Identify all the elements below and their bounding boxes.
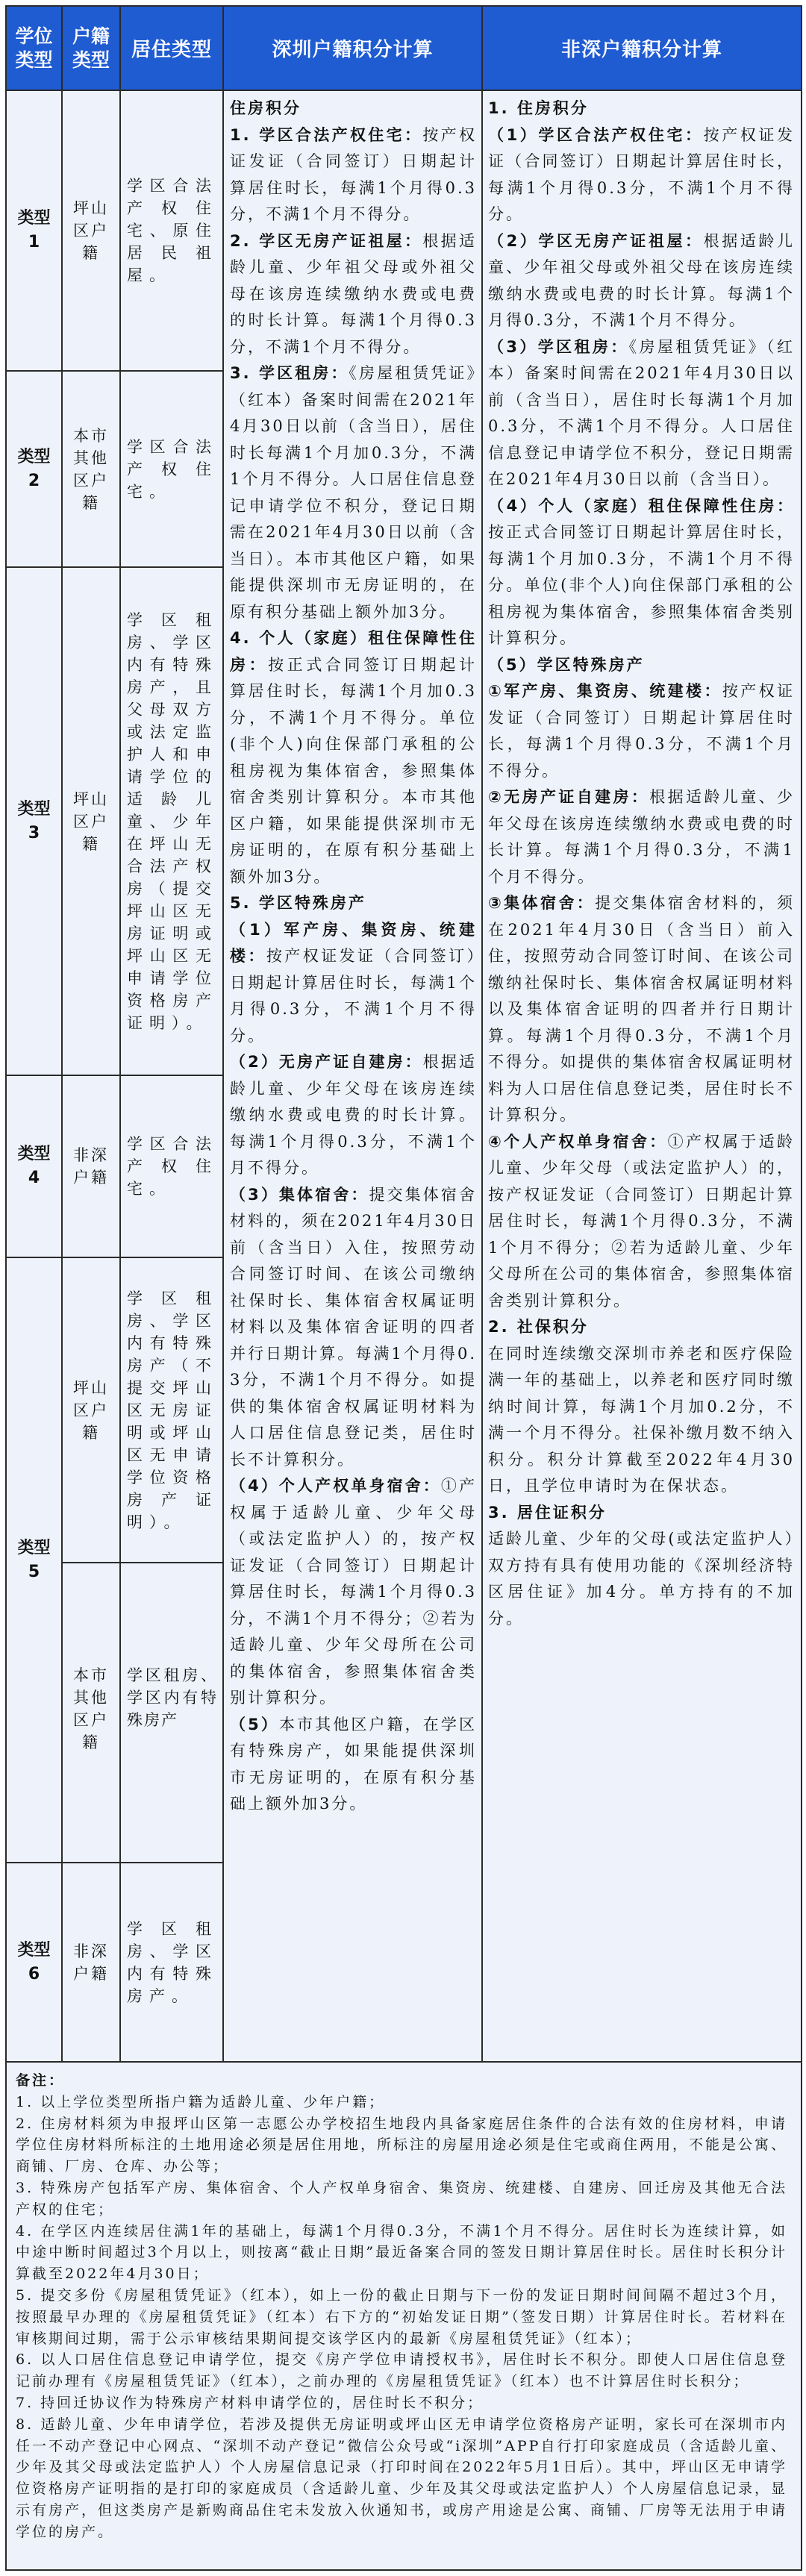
residence-cell	[121, 568, 224, 1076]
non-shenzhen-rule	[488, 228, 795, 334]
type-cell	[7, 91, 63, 372]
type-label: 类型	[17, 209, 51, 228]
shenzhen-rule	[230, 625, 477, 890]
non-shenzhen-rule	[488, 1314, 795, 1341]
type-number: 5	[28, 1562, 40, 1581]
note-item: 2. 住房材料须为申报坪山区第一志愿公办学校招生地段内具备家庭居住条件的合法有效的住房材料，申请学位住房材料所标注的土地用途必须是居住用地，所标注的房屋用途必须是住宅或商住两用，不能是公寓、商铺、厂房、仓库、办公等；	[16, 2115, 788, 2175]
header-text: 非深户籍积分计算	[560, 39, 722, 61]
points-table	[5, 5, 802, 2063]
hukou-cell	[63, 568, 121, 1076]
shenzhen-rule	[230, 917, 477, 1050]
rule-text: 《房屋租赁凭证》（红本）备案时间需在2021年4月30日以前（含当日），居住时长每满1个月加0.3分，不满1个月不得分。人口居住信息登记申请学位不积分，登记日期需在2021年4月30日以前（含当日）。	[488, 337, 795, 488]
header-residence-type	[121, 7, 224, 91]
shenzhen-rule	[230, 228, 477, 361]
non-shenzhen-rule	[488, 122, 795, 228]
rule-heading: ②无房产证自建房：	[488, 788, 650, 806]
notes-box	[5, 2061, 802, 2571]
header-text: 居住类型	[131, 39, 212, 61]
rule-heading: （1）学区合法产权住宅：	[488, 125, 704, 144]
shenzhen-points-cell	[224, 91, 483, 2061]
hukou-cell	[63, 91, 121, 372]
rule-text: 根据适龄儿童、少年父母在该房连续缴纳水费或电费的时长计算。每满1个月得0.3分，不满1个月不得分。	[230, 1053, 477, 1177]
note-item: 4. 在学区内连续居住满1年的基础上，每满1个月得0.3分，不满1个月不得分。居住时长为连续计算，如中途中断时间超过3个月以上，则按离“截止日期”最近备案合同的签发日期计算居住时长。居住时长积分计算截至2022年4月30日；	[16, 2222, 787, 2283]
rule-text: 按产权证发证（合同签订）日期起计算居住时长，每满1个月得0.3分，不满1个月不得分。	[488, 125, 795, 223]
rule-heading: 3. 学区租房：	[230, 364, 349, 382]
type-cell	[7, 372, 63, 568]
rule-text: 根据适龄儿童、少年祖父母或外祖父母在该房连续缴纳水费或电费的时长计算。每满1个月得0.3分，不满1个月不得分。	[488, 231, 795, 329]
shenzhen-rule	[230, 1473, 477, 1712]
rule-heading: （5）学区特殊房产	[488, 655, 645, 674]
rule-text: 按正式合同签订日期起计算居住时长，每满1个月加0.3分，不满1个月不得分。单位(非个人)向住保部门承租的公租房视为集体宿舍，参照集体宿舍类别计算积分。	[488, 523, 795, 647]
residence-text: 学区合法产权住宅。	[127, 1135, 218, 1198]
type-number: 3	[28, 823, 40, 842]
header-text: 深圳户籍积分计算	[272, 39, 434, 61]
type-label: 类型	[17, 1940, 51, 1960]
shenzhen-rule	[230, 1049, 477, 1182]
non-shenzhen-rule	[488, 493, 795, 652]
hukou-cell	[63, 1258, 121, 1563]
rule-text: 按产权证发证（合同签订）日期起计算居住时长，每满1个月得0.3分，不满1个月不得分。	[488, 682, 796, 780]
hukou-text: 非深户籍	[73, 1942, 109, 1983]
note-item: 3. 特殊房产包括军产房、集体宿舍、个人产权单身宿舍、集资房、统建楼、自建房、回迁房及其他无合法产权的住宅；	[16, 2179, 787, 2218]
residence-text: 学区租房、学区内有特殊房产，且父母双方或法定监护人和申请学位的适龄儿童、少年在坪山无合法产权房（提交坪山区无房证明或坪山区无申请学位资格房产证明）。	[127, 610, 218, 1032]
shenzhen-rule	[230, 1182, 477, 1474]
header-shenzhen-points	[224, 7, 483, 91]
type-number: 6	[28, 1964, 40, 1983]
residence-cell	[121, 1258, 224, 1563]
notes-list	[16, 2092, 787, 2543]
residence-cell	[121, 1076, 224, 1258]
non-shenzhen-rule	[488, 652, 795, 679]
rule-text: 适龄儿童、少年的父母(或法定监护人）双方持有具有使用功能的《深圳经济特区居住证》加4分。单方持有的不加分。	[488, 1530, 795, 1628]
rule-heading: （4）个人（家庭）租住保障性住房：	[488, 496, 795, 515]
rule-heading: ③集体宿舍：	[488, 894, 596, 912]
residence-cell	[121, 91, 224, 372]
non-shenzhen-rule	[488, 334, 795, 493]
type-cell	[7, 1863, 63, 2061]
hukou-text: 坪山区户籍	[73, 1378, 109, 1442]
type-label: 类型	[17, 447, 51, 466]
rule-text: 提交集体宿舍材料的，须在2021年4月30日（含当日）前入住，按照劳动合同签订时间、在该公司缴纳社保时长、集体宿舍权属证明材料以及集体宿舍证明的四者并行日期计算。每满1个月得0.3分，不满1个月不得分。如提供的集体宿舍权属证明材料为人口居住信息登记类，居住时长不计算积分。	[488, 894, 796, 1124]
rule-text: 按产权证发证（合同签订）日期起计算居住时长，每满1个月得0.3分，不满1个月不得分。	[230, 947, 478, 1045]
shenzhen-rule	[230, 360, 477, 625]
type-number: 4	[28, 1169, 40, 1187]
non-shenzhen-rule	[488, 96, 795, 122]
hukou-cell	[63, 1076, 121, 1258]
rule-heading: 2. 学区无房产证祖屋：	[230, 231, 423, 250]
rule-heading: （3）集体宿舍：	[230, 1185, 369, 1204]
type-number: 2	[28, 471, 40, 490]
note-item: 6. 以人口居住信息登记申请学位，提交《房产学位申请授权书》，居住时长不积分。即使人口居住信息登记前办理有《房屋租赁凭证》（红本），之前办理的《房屋租赁凭证》（红本）也不计算居住时长积分；	[16, 2351, 787, 2390]
rule-heading: 住房积分	[230, 99, 302, 117]
hukou-text: 本市其他区户籍	[73, 426, 109, 512]
shenzhen-rule	[230, 1712, 477, 1818]
rule-text: ①产权属于适龄儿童、少年父母（或法定监护人）的，按产权证发证（合同签订）日期起计算居住时长，每满1个月得0.3分，不满1个月不得分；②若为适龄儿童、少年父母所在公司的集体宿舍，参照集体宿舍类别计算积分。	[230, 1477, 477, 1707]
residence-text: 学区租房、学区内有特殊房产。	[127, 1919, 218, 2005]
rule-heading: 2. 社保积分	[488, 1318, 589, 1336]
header-text: 类型	[72, 49, 110, 71]
rule-heading: （5）	[230, 1715, 279, 1734]
type-label: 类型	[17, 1145, 51, 1163]
residence-text: 学区合法产权住宅、原住居民祖屋。	[127, 177, 218, 284]
residence-cell	[121, 1563, 224, 1863]
rule-text: 按产权证发证（合同签订）日期起计算居住时长，每满1个月得0.3分，不满1个月不得分。	[230, 125, 477, 223]
type-cell	[7, 1258, 63, 1863]
non-shenzhen-rule	[488, 890, 795, 1129]
rule-text: 在同时连续缴交深圳市养老和医疗保险满一年的基础上，以养老和医疗同时缴纳时间计算，每满1个月加0.2分，不满一个月不得分。社保补缴月数不纳入积分。积分计算截至2022年4月30日，且学位申请时为在保状态。	[488, 1344, 795, 1495]
residence-cell	[121, 372, 224, 568]
rule-heading: 5. 学区特殊房产	[230, 894, 366, 912]
residence-text: 学区租房、学区内有特殊房产（不提交坪山区无房证明或坪山区无申请学位资格房产证明）。	[127, 1289, 218, 1531]
rule-text: 提交集体宿舍材料的，须在2021年4月30日前（含当日）入住，按照劳动合同签订时间、在该公司缴纳社保时长、集体宿舍权属证明材料以及集体宿舍证明的四者并行日期计算。每满1个月得0.3分，不满1个月不得分。如提供的集体宿舍权属证明材料为人口居住信息登记类，居住时长不计算积分。	[230, 1185, 477, 1469]
hukou-cell	[63, 1563, 121, 1863]
rule-heading: ④个人产权单身宿舍：	[488, 1132, 668, 1151]
non-shenzhen-rule	[488, 784, 795, 890]
rule-text: 本市其他区户籍，在学区有特殊房产，如果能提供深圳市无房证明的，在原有积分基础上额外加3分。	[230, 1715, 477, 1813]
rule-heading: 4. 个人（家庭）租住保障性住房：	[230, 629, 477, 674]
note-item: 5. 提交多份《房屋租赁凭证》（红本），如上一份的截止日期与下一份的发证日期时间间隔不超过3个月，按照最早办理的《房屋租赁凭证》（红本）右下方的“初始发证日期”（签发日期）计算居住时长。若材料在审核期间过期，需于公示审核结果期间提交该学区内的最新《房屋租赁凭证》（红本）；	[16, 2286, 787, 2347]
hukou-text: 坪山区户籍	[73, 790, 109, 853]
residence-text: 学区租房、学区内有特殊房产	[127, 1666, 218, 1729]
residence-cell	[121, 1863, 224, 2061]
notes-title: 备注：	[16, 2072, 66, 2089]
header-text: 学位	[15, 25, 53, 47]
type-label: 类型	[17, 1538, 51, 1557]
non-shenzhen-rule	[488, 1341, 795, 1500]
header-hukou-type	[63, 7, 121, 91]
rule-text: 《房屋租赁凭证》（红本）备案时间需在2021年4月30日以前（含当日），居住时长每满1个月加0.3分，不满1个月不得分。人口居住信息登记申请学位不积分，登记日期需在2021年4月30日以前（含当日）。本市其他区户籍，如果能提供深圳市无房证明的，在原有积分基础上额外加3分。	[230, 364, 477, 621]
hukou-cell	[63, 372, 121, 568]
non-shenzhen-rule	[488, 678, 795, 784]
type-cell	[7, 568, 63, 1076]
rule-heading: ①军产房、集资房、统建楼：	[488, 682, 722, 700]
rule-text: 根据适龄儿童、少年父母在该房连续缴纳水费或电费的时长计算。每满1个月得0.3分，不满1个月不得分。	[488, 788, 796, 886]
hukou-text: 坪山区户籍	[73, 199, 109, 262]
rule-heading: （2）学区无房产证祖屋：	[488, 231, 704, 250]
non-shenzhen-rule	[488, 1500, 795, 1527]
rule-heading: （1）军产房、集资房、统建楼：	[230, 920, 477, 965]
note-item: 7. 持回迁协议作为特殊房产材料申请学位的，居住时长不积分；	[16, 2394, 484, 2411]
header-degree-type	[7, 7, 63, 91]
shenzhen-rule	[230, 96, 477, 122]
header-text: 类型	[15, 49, 53, 71]
note-item: 8. 适龄儿童、少年申请学位，若涉及提供无房证明或坪山区无申请学位资格房产证明，家长可在深圳市内任一不动产登记中心网点、“深圳不动产登记”微信公众号或“i深圳”APP自行打印家庭成员（含适龄儿童、少年及其父母或法定监护人）个人房屋信息记录（打印时间在2022年5月1日后）。其中，坪山区无申请学位资格房产证明指的是打印的家庭成员（含适龄儿童、少年及其父母或法定监护人）个人房屋信息记录，显示有房产，但这类房产是新购商品住宅未发放入伙通知书，或房产用途是公寓、商铺、厂房等无法用于申请学位的房产。	[16, 2416, 788, 2540]
rule-text: 根据适龄儿童、少年祖父母或外祖父母在该房连续缴纳水费或电费的时长计算。每满1个月得0.3分，不满1个月不得分。	[230, 231, 477, 356]
hukou-text: 非深户籍	[73, 1146, 109, 1187]
non-shenzhen-rule	[488, 1526, 795, 1632]
rule-heading: （4）个人产权单身宿舍：	[230, 1477, 441, 1495]
note-item: 1. 以上学位类型所指户籍为适龄儿童、少年户籍；	[16, 2093, 386, 2110]
residence-text: 学区合法产权住宅。	[127, 437, 218, 501]
header-non-shenzhen-points	[483, 7, 801, 91]
rule-heading: （2）无房产证自建房：	[230, 1053, 423, 1071]
type-label: 类型	[17, 799, 51, 819]
type-number: 1	[28, 233, 40, 251]
rule-text: 按正式合同签订日期起计算居住时长，每满1个月加0.3分，不满1个月不得分。单位(非个人)向住保部门承租的公租房视为集体宿舍，参照集体宿舍类别计算积分。本市其他区户籍，如果能提供深圳市无房证明的，在原有积分基础上额外加3分。	[230, 655, 478, 886]
non-shenzhen-points-cell	[483, 91, 801, 2061]
rule-text: ①产权属于适龄儿童、少年父母（或法定监护人）的，按产权证发证（合同签订）日期起计算居住时长，每满1个月得0.3分，不满1个月不得分；②若为适龄儿童、少年父母所在公司的集体宿舍，参照集体宿舍类别计算积分。	[488, 1132, 796, 1310]
shenzhen-rule	[230, 122, 477, 228]
header-text: 户籍	[72, 25, 110, 47]
rule-heading: 1. 学区合法产权住宅：	[230, 125, 423, 144]
rule-heading: 1. 住房积分	[488, 99, 589, 117]
hukou-cell	[63, 1863, 121, 2061]
type-cell	[7, 1076, 63, 1258]
hukou-text: 本市其他区户籍	[73, 1666, 109, 1751]
non-shenzhen-rule	[488, 1129, 795, 1315]
rule-heading: （3）学区租房：	[488, 337, 629, 356]
shenzhen-rule	[230, 890, 477, 917]
rule-heading: 3. 居住证积分	[488, 1503, 607, 1522]
